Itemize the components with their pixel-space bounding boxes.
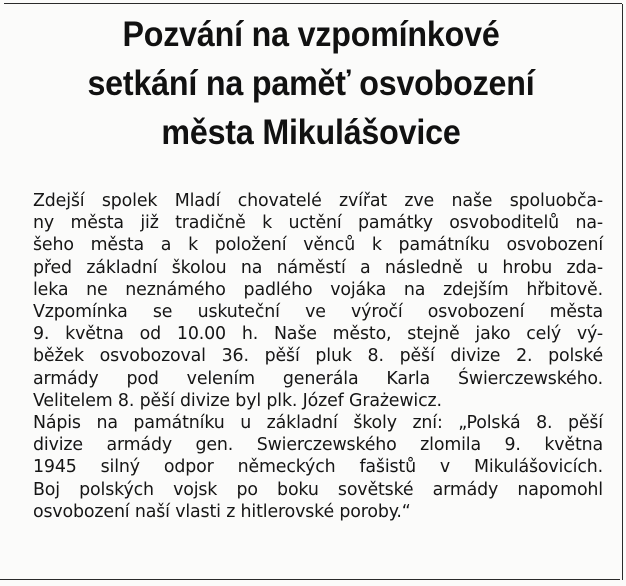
headline-line-2: setkání na paměť osvobození	[87, 64, 535, 103]
clipping-border-right	[622, 4, 623, 580]
body-line: divize armády gen. Swierczewského zlomila 9. května	[33, 435, 603, 456]
body-line: Boj polských vojsk po boku sovětské armády napomohl	[33, 479, 603, 500]
body-line: šeho města a k položení věnců k památníku osvobození	[33, 235, 603, 256]
body-line: armády pod velením generála Karla Świerczewského.	[33, 368, 603, 389]
body-line: ny města již tradičně k uctění památky osvoboditelů na-	[33, 213, 603, 234]
body-line: Velitelem 8. pěší divize byl plk. Józef Grażewicz.	[33, 390, 442, 411]
headline-line-1: Pozvání na vzpomínkové	[122, 15, 500, 54]
body-line: leka ne neznámého padlého vojáka na zdejším hřbitově.	[33, 279, 603, 300]
clipping-border-bottom	[0, 579, 620, 580]
body-line: osvobození naší vlasti z hitlerovské poroby.“	[33, 501, 411, 522]
body-line: Nápis na památníku u základní školy zní: „Polská 8. pěší	[33, 413, 603, 434]
clipping-border-top	[4, 3, 622, 4]
body-line: Vzpomínka se uskuteční ve výročí osvobození města	[33, 302, 603, 323]
article-headline	[34, 10, 588, 157]
article-body	[33, 190, 603, 523]
body-line: před základní školou na náměstí a následně u hrobu zda-	[33, 257, 603, 278]
body-line: 9. května od 10.00 h. Naše město, stejně jako celý vý-	[33, 324, 603, 345]
body-line: 1945 silný odpor německých fašistů v Mikulášovicích.	[33, 457, 603, 478]
body-line: běžek osvobozoval 36. pěší pluk 8. pěší divize 2. polské	[33, 346, 603, 367]
headline-line-3: města Mikulášovice	[161, 113, 461, 152]
body-line: Zdejší spolek Mladí chovatelé zvířat zve naše spoluobča-	[33, 191, 603, 211]
